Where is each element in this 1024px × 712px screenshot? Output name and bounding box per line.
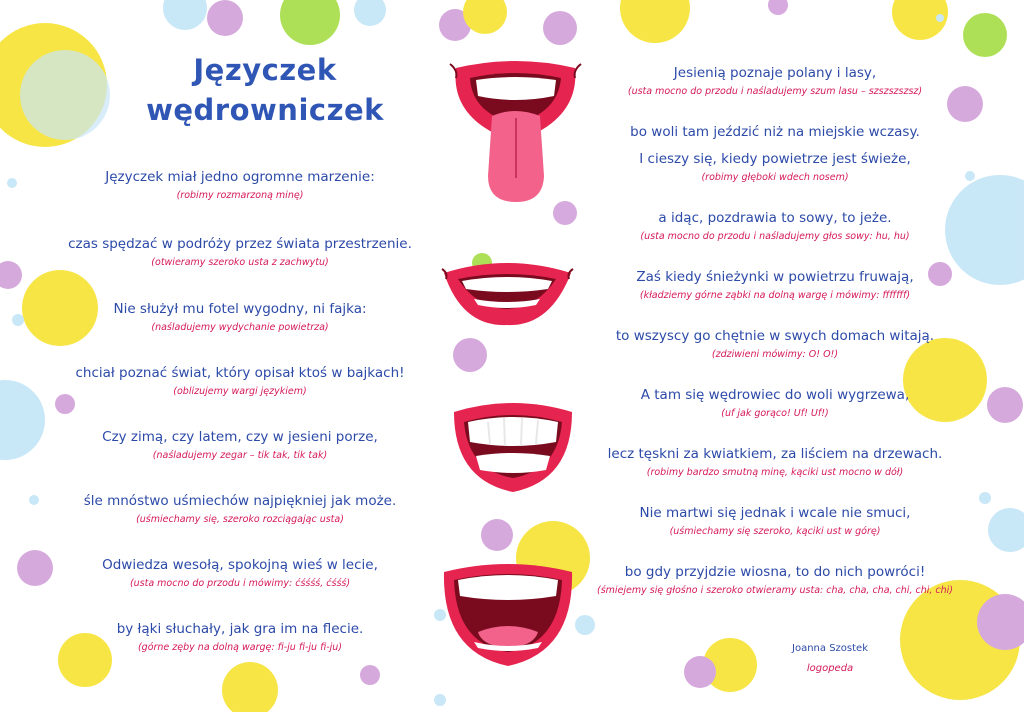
verse-line: śle mnóstwo uśmiechów najpiękniej jak może.: [83, 493, 397, 509]
mouth-teeth-icon: [448, 400, 578, 495]
verse-line: czas spędzać w podróży przez świata przestrzenie.: [68, 236, 412, 252]
dot: [163, 0, 207, 30]
verse-right-6: [570, 327, 980, 362]
dot: [20, 50, 110, 140]
dot: [360, 665, 380, 685]
verse-line: Języczek miał jedno ogromne marzenie:: [105, 169, 375, 185]
verse-right-2: [570, 123, 980, 141]
verse-right-4: [570, 209, 980, 244]
dot: [29, 495, 39, 505]
dot: [0, 380, 45, 460]
dot: [354, 0, 386, 26]
verse-right-10: [570, 563, 980, 598]
verse-left-8: [40, 620, 440, 655]
dot: [543, 11, 577, 45]
dot: [620, 0, 690, 43]
dot: [979, 492, 991, 504]
verse-hint: (uśmiechamy się szeroko, kąciki ust w górę): [669, 526, 881, 537]
verse-line: A tam się wędrowiec do woli wygrzewa,: [640, 387, 910, 403]
verse-line: Czy zimą, czy latem, czy w jesieni porze,: [102, 429, 378, 445]
verse-left-7: [40, 556, 440, 591]
mouth-smile-icon: [440, 255, 575, 330]
dot: [207, 0, 243, 36]
dot: [0, 261, 22, 289]
dot: [453, 338, 487, 372]
author-signature: [760, 642, 900, 676]
verse-line: Odwiedza wesołą, spokojną wieś w lecie,: [102, 557, 378, 573]
dot: [575, 615, 595, 635]
verse-hint: (uf jak gorąco! Uf! Uf!): [721, 408, 829, 419]
verse-left-3: [40, 300, 440, 335]
dot: [768, 0, 788, 15]
verse-hint: (naśladujemy wydychanie powietrza): [151, 322, 329, 333]
verse-right-3: [570, 150, 980, 185]
title-line-1: Języczek: [193, 53, 337, 87]
verse-left-1: [40, 168, 440, 203]
title-line-2: wędrowniczek: [146, 93, 384, 127]
dot: [936, 14, 944, 22]
verse-left-4: [40, 364, 440, 399]
verse-hint: (robimy bardzo smutną minę, kąciki ust mocno w dół): [646, 467, 904, 478]
verse-line: to wszyscy go chętnie w swych domach witają.: [615, 328, 935, 344]
verse-hint: (otwieramy szeroko usta z zachwytu): [151, 257, 329, 268]
verse-line: I cieszy się, kiedy powietrze jest świeże,: [639, 151, 911, 167]
verse-line: lecz tęskni za kwiatkiem, za liściem na drzewach.: [607, 446, 943, 462]
verse-hint: (śmiejemy się głośno i szeroko otwieramy usta: cha, cha, cha, chi, chi, chi): [597, 585, 953, 596]
dot: [222, 662, 278, 712]
verse-left-2: [40, 235, 440, 270]
verse-hint: (uśmiechamy się, szeroko rozciągając usta): [136, 514, 344, 525]
verse-left-6: [40, 492, 440, 527]
verse-right-9: [570, 504, 980, 539]
verse-line: Nie służył mu fotel wygodny, ni fajka:: [113, 301, 367, 317]
verse-line: bo woli tam jeździć niż na miejskie wczasy.: [630, 124, 920, 140]
verse-hint: (górne zęby na dolną wargę: fi-ju fi-ju fi-ju): [137, 642, 343, 653]
verse-line: Nie martwi się jednak i wcale nie smuci,: [639, 505, 911, 521]
verse-line: a idąc, pozdrawia to sowy, to jeże.: [658, 210, 892, 226]
verse-hint: (naśladujemy zegar – tik tak, tik tak): [152, 450, 328, 461]
verse-line: chciał poznać świat, który opisał ktoś w bajkach!: [75, 365, 405, 381]
author-name: Joanna Szostek: [792, 643, 868, 654]
verse-hint: (kładziemy górne ząbki na dolną wargę i mówimy: fffffff): [639, 290, 911, 301]
dot: [434, 694, 446, 706]
verse-hint: (zdziwieni mówimy: O! O!): [711, 349, 839, 360]
mouth-tongue-out-icon: [448, 58, 583, 208]
page-title: [120, 50, 410, 130]
verse-right-1: [570, 64, 980, 99]
dot: [481, 519, 513, 551]
dot: [7, 178, 17, 188]
dot: [988, 508, 1024, 552]
dot: [963, 13, 1007, 57]
verse-line: Jesienią poznaje polany i lasy,: [673, 65, 877, 81]
verse-right-5: [570, 268, 980, 303]
author-role: logopeda: [806, 663, 854, 674]
verse-hint: (oblizujemy wargi językiem): [173, 386, 307, 397]
mouth-laughing-icon: [438, 560, 578, 670]
verse-hint: (usta mocno do przodu i naśladujemy głos sowy: hu, hu): [640, 231, 910, 242]
dot: [684, 656, 716, 688]
verse-line: bo gdy przyjdzie wiosna, to do nich powróci!: [624, 564, 926, 580]
dot: [280, 0, 340, 45]
verse-right-7: [570, 386, 980, 421]
verse-right-8: [570, 445, 980, 480]
verse-line: Zaś kiedy śnieżynki w powietrzu fruwają,: [636, 269, 914, 285]
verse-hint: (usta mocno do przodu i naśladujemy szum lasu – szszszszsz): [627, 86, 923, 97]
verse-hint: (robimy głęboki wdech nosem): [701, 172, 849, 183]
verse-left-5: [40, 428, 440, 463]
verse-line: by łąki słuchały, jak gra im na flecie.: [116, 621, 364, 637]
verse-hint: (usta mocno do przodu i mówimy: ćśśśś, ćśśś): [129, 578, 351, 589]
dot: [987, 387, 1023, 423]
verse-hint: (robimy rozmarzoną minę): [176, 190, 304, 201]
dot: [12, 314, 24, 326]
